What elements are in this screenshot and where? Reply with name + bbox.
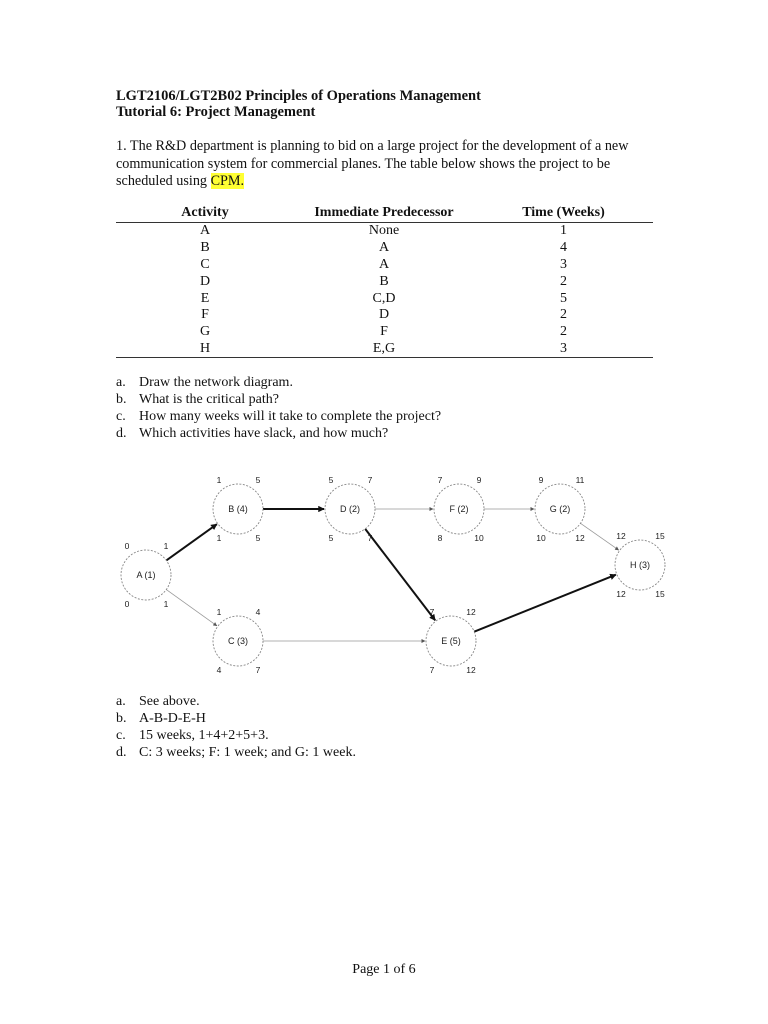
node-label: D (2) [340,504,360,514]
question-list [116,374,441,442]
late-finish: 10 [474,533,484,543]
list-item [116,727,356,744]
edge-a-b [163,524,217,560]
node-h [615,531,665,599]
cell-activity: A [199,223,211,239]
edge-e-h [474,575,616,632]
list-item [116,693,356,710]
node-g [535,475,585,543]
cell-predecessor: F [380,324,388,340]
early-finish: 1 [163,541,169,551]
item-text: C: 3 weeks; F: 1 week; and G: 1 week. [139,745,356,760]
node-a [121,541,171,609]
early-start: 7 [437,475,443,485]
early-finish: 7 [367,475,373,485]
table-row [116,307,653,324]
list-item [116,744,356,761]
item-marker: c. [116,728,126,743]
table-header-row [116,204,653,223]
cell-time: 4 [560,240,567,256]
early-start: 7 [429,607,435,617]
early-start: 9 [538,475,544,485]
node-label: H (3) [630,560,650,570]
late-start: 12 [616,589,626,599]
late-finish: 1 [163,599,169,609]
early-finish: 11 [575,475,585,485]
problem-text: 1. The R&D department is planning to bid on a large project for the development of a new communication system for commercial planes. The table below shows the project to be scheduled using [116,138,629,189]
cpm-highlight: CPM. [210,173,245,189]
late-start: 7 [429,665,435,675]
late-start: 10 [536,533,546,543]
table-row [116,273,653,290]
cell-time: 1 [560,223,567,239]
late-finish: 5 [255,533,261,543]
activity-table [116,204,653,358]
late-start: 4 [216,665,222,675]
edge-g-h [580,523,618,550]
node-c [213,607,263,675]
cell-activity: H [116,341,294,358]
late-finish: 7 [255,665,261,675]
item-text: Draw the network diagram. [139,375,293,390]
cell-activity: E [200,290,210,306]
item-marker: d. [116,426,127,441]
early-finish: 15 [655,531,665,541]
edge-a-c [163,590,217,626]
late-start: 5 [328,533,334,543]
list-item [116,425,441,442]
item-marker: b. [116,711,127,726]
item-marker: c. [116,409,126,424]
course-title: LGT2106/LGT2B02 Principles of Operations Management [116,88,481,104]
table-row [116,324,653,341]
table-row [116,240,653,257]
item-text: Which activities have slack, and how much? [139,426,389,441]
cell-activity: D [199,273,211,289]
header-predecessor: Immediate Predecessor [294,204,474,223]
list-item [116,374,441,391]
late-finish: 12 [575,533,585,543]
cell-activity: F [201,307,209,323]
list-item [116,408,441,425]
cell-time: 5 [560,290,567,306]
early-start: 1 [216,607,222,617]
early-finish: 12 [466,607,476,617]
node-label: A (1) [136,570,156,580]
node-label: F (2) [449,504,469,514]
cell-activity: G [199,324,211,340]
edge-d-e [365,529,435,620]
late-finish: 7 [367,533,373,543]
list-item [116,391,441,408]
late-start: 1 [216,533,222,543]
item-marker: b. [116,392,127,407]
header-time: Time (Weeks) [474,204,653,223]
early-start: 5 [328,475,334,485]
item-text: What is the critical path? [139,392,279,407]
node-f [434,475,484,543]
node-label: G (2) [549,504,571,514]
node-label: B (4) [228,504,248,514]
item-text: A-B-D-E-H [139,711,206,726]
early-start: 0 [124,541,130,551]
table-row [116,341,653,358]
page-footer: Page 1 of 6 [352,962,416,977]
early-finish: 5 [255,475,261,485]
node-label: C (3) [228,636,248,646]
table-row [116,223,653,240]
item-text: How many weeks will it take to complete the project? [139,409,442,424]
item-text: See above. [139,694,200,709]
cell-predecessor: A [378,240,390,256]
cell-time: 2 [560,307,567,323]
early-start: 12 [616,531,626,541]
network-diagram [0,460,768,690]
problem-statement [116,138,656,191]
cell-predecessor: D [378,307,390,323]
table-row [116,257,653,274]
table-row [116,290,653,307]
item-marker: a. [116,375,126,390]
cell-predecessor: E,G [294,341,474,358]
cell-predecessor: None [368,223,400,239]
item-marker: a. [116,694,126,709]
cell-time: 2 [560,273,567,289]
cell-time: 3 [560,256,567,272]
early-finish: 4 [255,607,261,617]
node-b [213,475,263,543]
node-label: E (5) [441,636,461,646]
answer-list [116,693,356,761]
cell-predecessor: B [379,273,389,289]
cell-activity: C [200,256,210,272]
cell-time: 2 [560,324,567,340]
item-marker: d. [116,745,127,760]
late-start: 0 [124,599,130,609]
node-d [325,475,375,543]
cell-predecessor: C,D [372,290,396,306]
cell-time: 3 [474,341,653,358]
cell-predecessor: A [378,256,390,272]
late-start: 8 [437,533,443,543]
list-item [116,710,356,727]
late-finish: 15 [655,589,665,599]
cell-activity: B [200,240,210,256]
early-finish: 9 [476,475,482,485]
item-text: 15 weeks, 1+4+2+5+3. [139,728,269,743]
late-finish: 12 [466,665,476,675]
header-activity: Activity [116,204,294,223]
early-start: 1 [216,475,222,485]
tutorial-title: Tutorial 6: Project Management [116,104,316,120]
